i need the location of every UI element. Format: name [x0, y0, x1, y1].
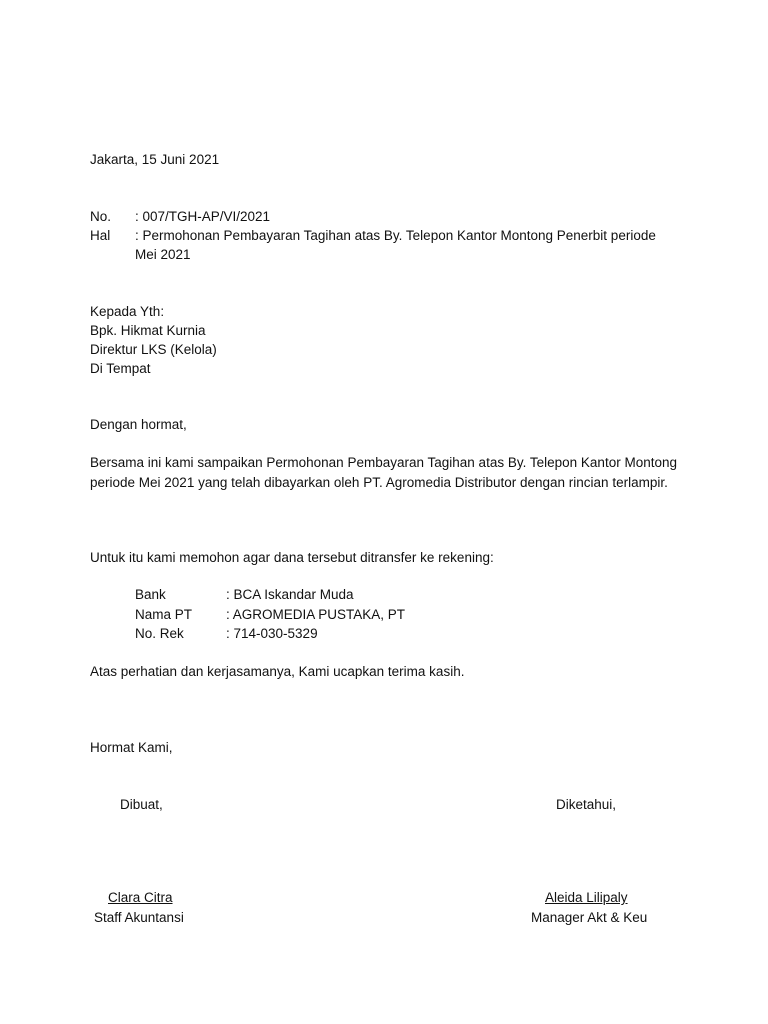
- subject-value-line2: Mei 2021: [135, 247, 191, 262]
- regards: Hormat Kami,: [90, 740, 173, 755]
- recipient-line: Kepada Yth:: [90, 304, 165, 319]
- transfer-intro: Untuk itu kami memohon agar dana tersebut ditransfer ke rekening:: [90, 550, 494, 565]
- bank-label: Bank: [135, 587, 166, 602]
- signature-right-caption: Diketahui,: [556, 797, 617, 812]
- account-value: : 714-030-5329: [226, 626, 318, 641]
- signature-right-name: Aleida Lilipaly: [545, 890, 628, 905]
- closing-line: Atas perhatian dan kerjasamanya, Kami ucapkan terima kasih.: [90, 664, 465, 679]
- company-label: Nama PT: [135, 607, 193, 622]
- signature-left-title: Staff Akuntansi: [94, 910, 184, 925]
- account-label: No. Rek: [135, 626, 184, 641]
- signature-left-caption: Dibuat,: [120, 797, 163, 812]
- greeting: Dengan hormat,: [90, 417, 187, 432]
- number-value: : 007/TGH-AP/VI/2021: [135, 209, 271, 224]
- subject-label: Hal: [90, 228, 111, 243]
- subject-value-line1: : Permohonan Pembayaran Tagihan atas By. Telepon Kantor Montong Penerbit periode: [135, 228, 656, 243]
- recipient-name: Bpk. Hikmat Kurnia: [90, 323, 206, 338]
- body-paragraph: Bersama ini kami sampaikan Permohonan Pembayaran Tagihan atas By. Telepon Kantor Montong periode Mei 2021 yang telah dibayarkan oleh PT. Agromedia Distributor dengan rincian terlampir.: [90, 455, 677, 490]
- recipient-position: Direktur LKS (Kelola): [90, 342, 217, 357]
- signature-right-title: Manager Akt & Keu: [531, 910, 648, 925]
- bank-value: : BCA Iskandar Muda: [226, 587, 354, 602]
- letter-date: Jakarta, 15 Juni 2021: [90, 152, 220, 167]
- number-label: No.: [90, 209, 112, 224]
- signature-left-name: Clara Citra: [108, 890, 173, 905]
- recipient-location: Di Tempat: [90, 361, 151, 376]
- company-value: : AGROMEDIA PUSTAKA, PT: [226, 607, 406, 622]
